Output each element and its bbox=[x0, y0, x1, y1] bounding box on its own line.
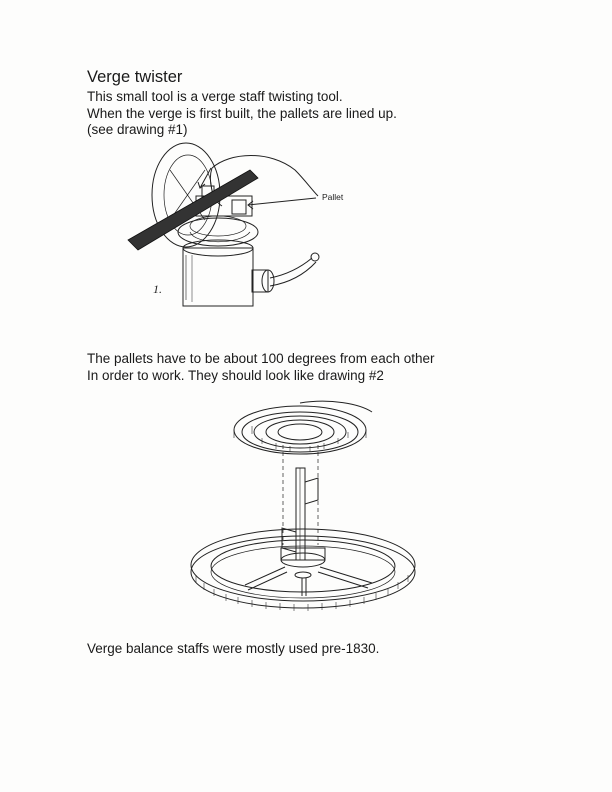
page-title: Verge twister bbox=[87, 68, 183, 86]
intro-line-1: This small tool is a verge staff twisting tool. bbox=[87, 89, 343, 104]
pallet-callout-label: Pallet bbox=[322, 192, 344, 202]
middle-line-2: In order to work. They should look like drawing #2 bbox=[87, 368, 384, 383]
intro-line-3: (see drawing #1) bbox=[87, 122, 188, 137]
footer-note: Verge balance staffs were mostly used pre-1830. bbox=[87, 641, 380, 656]
intro-line-2: When the verge is first built, the pallets are lined up. bbox=[87, 106, 397, 121]
middle-line-1: The pallets have to be about 100 degrees from each other bbox=[87, 351, 435, 366]
drawing-1-mark: 1. bbox=[153, 282, 162, 296]
